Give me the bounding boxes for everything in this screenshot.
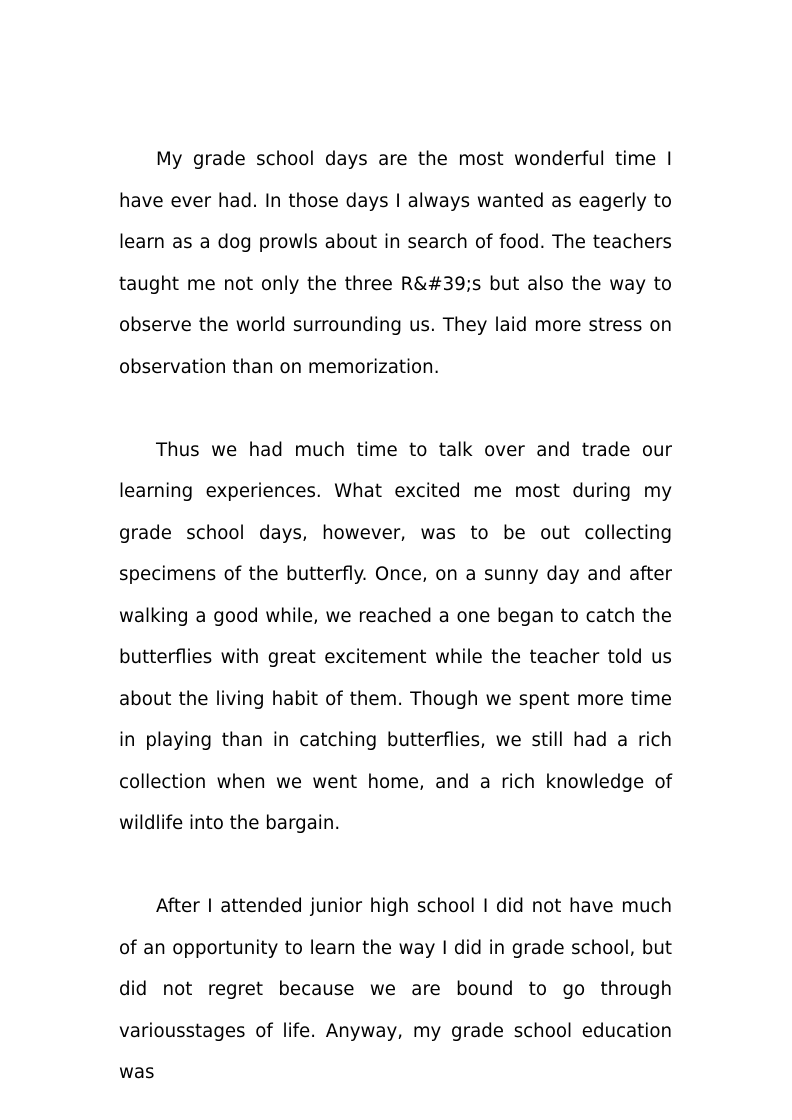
- paragraph-3: After I attended junior high school I did not have much of an opportunity to learn the way I did in grade school, but did not regret because we are bound to go through variousstages of life. Anyway, my grade school education was: [119, 896, 672, 1083]
- paragraph-2: Thus we had much time to talk over and trade our learning experiences. What excited me most during my grade school days, however, was to be out collecting specimens of the butterfly. Once, on a sunny day and after walking a good while, we reached a one began to catch the butterflies with great excitement while the teacher told us about the living habit of them. Though we spent more time in playing than in catching butterflies, we still had a rich collection when we went home, and a rich knowledge of wildlife into the bargain.: [119, 439, 672, 834]
- paragraph-1: My grade school days are the most wonderful time I have ever had. In those days I always wanted as eagerly to learn as a dog prowls about in search of food. The teachers taught me not only the three R&#39;s but also the way to observe the world surrounding us. They laid more stress on observation than on memorization.: [119, 149, 672, 378]
- document-body: [119, 139, 672, 1094]
